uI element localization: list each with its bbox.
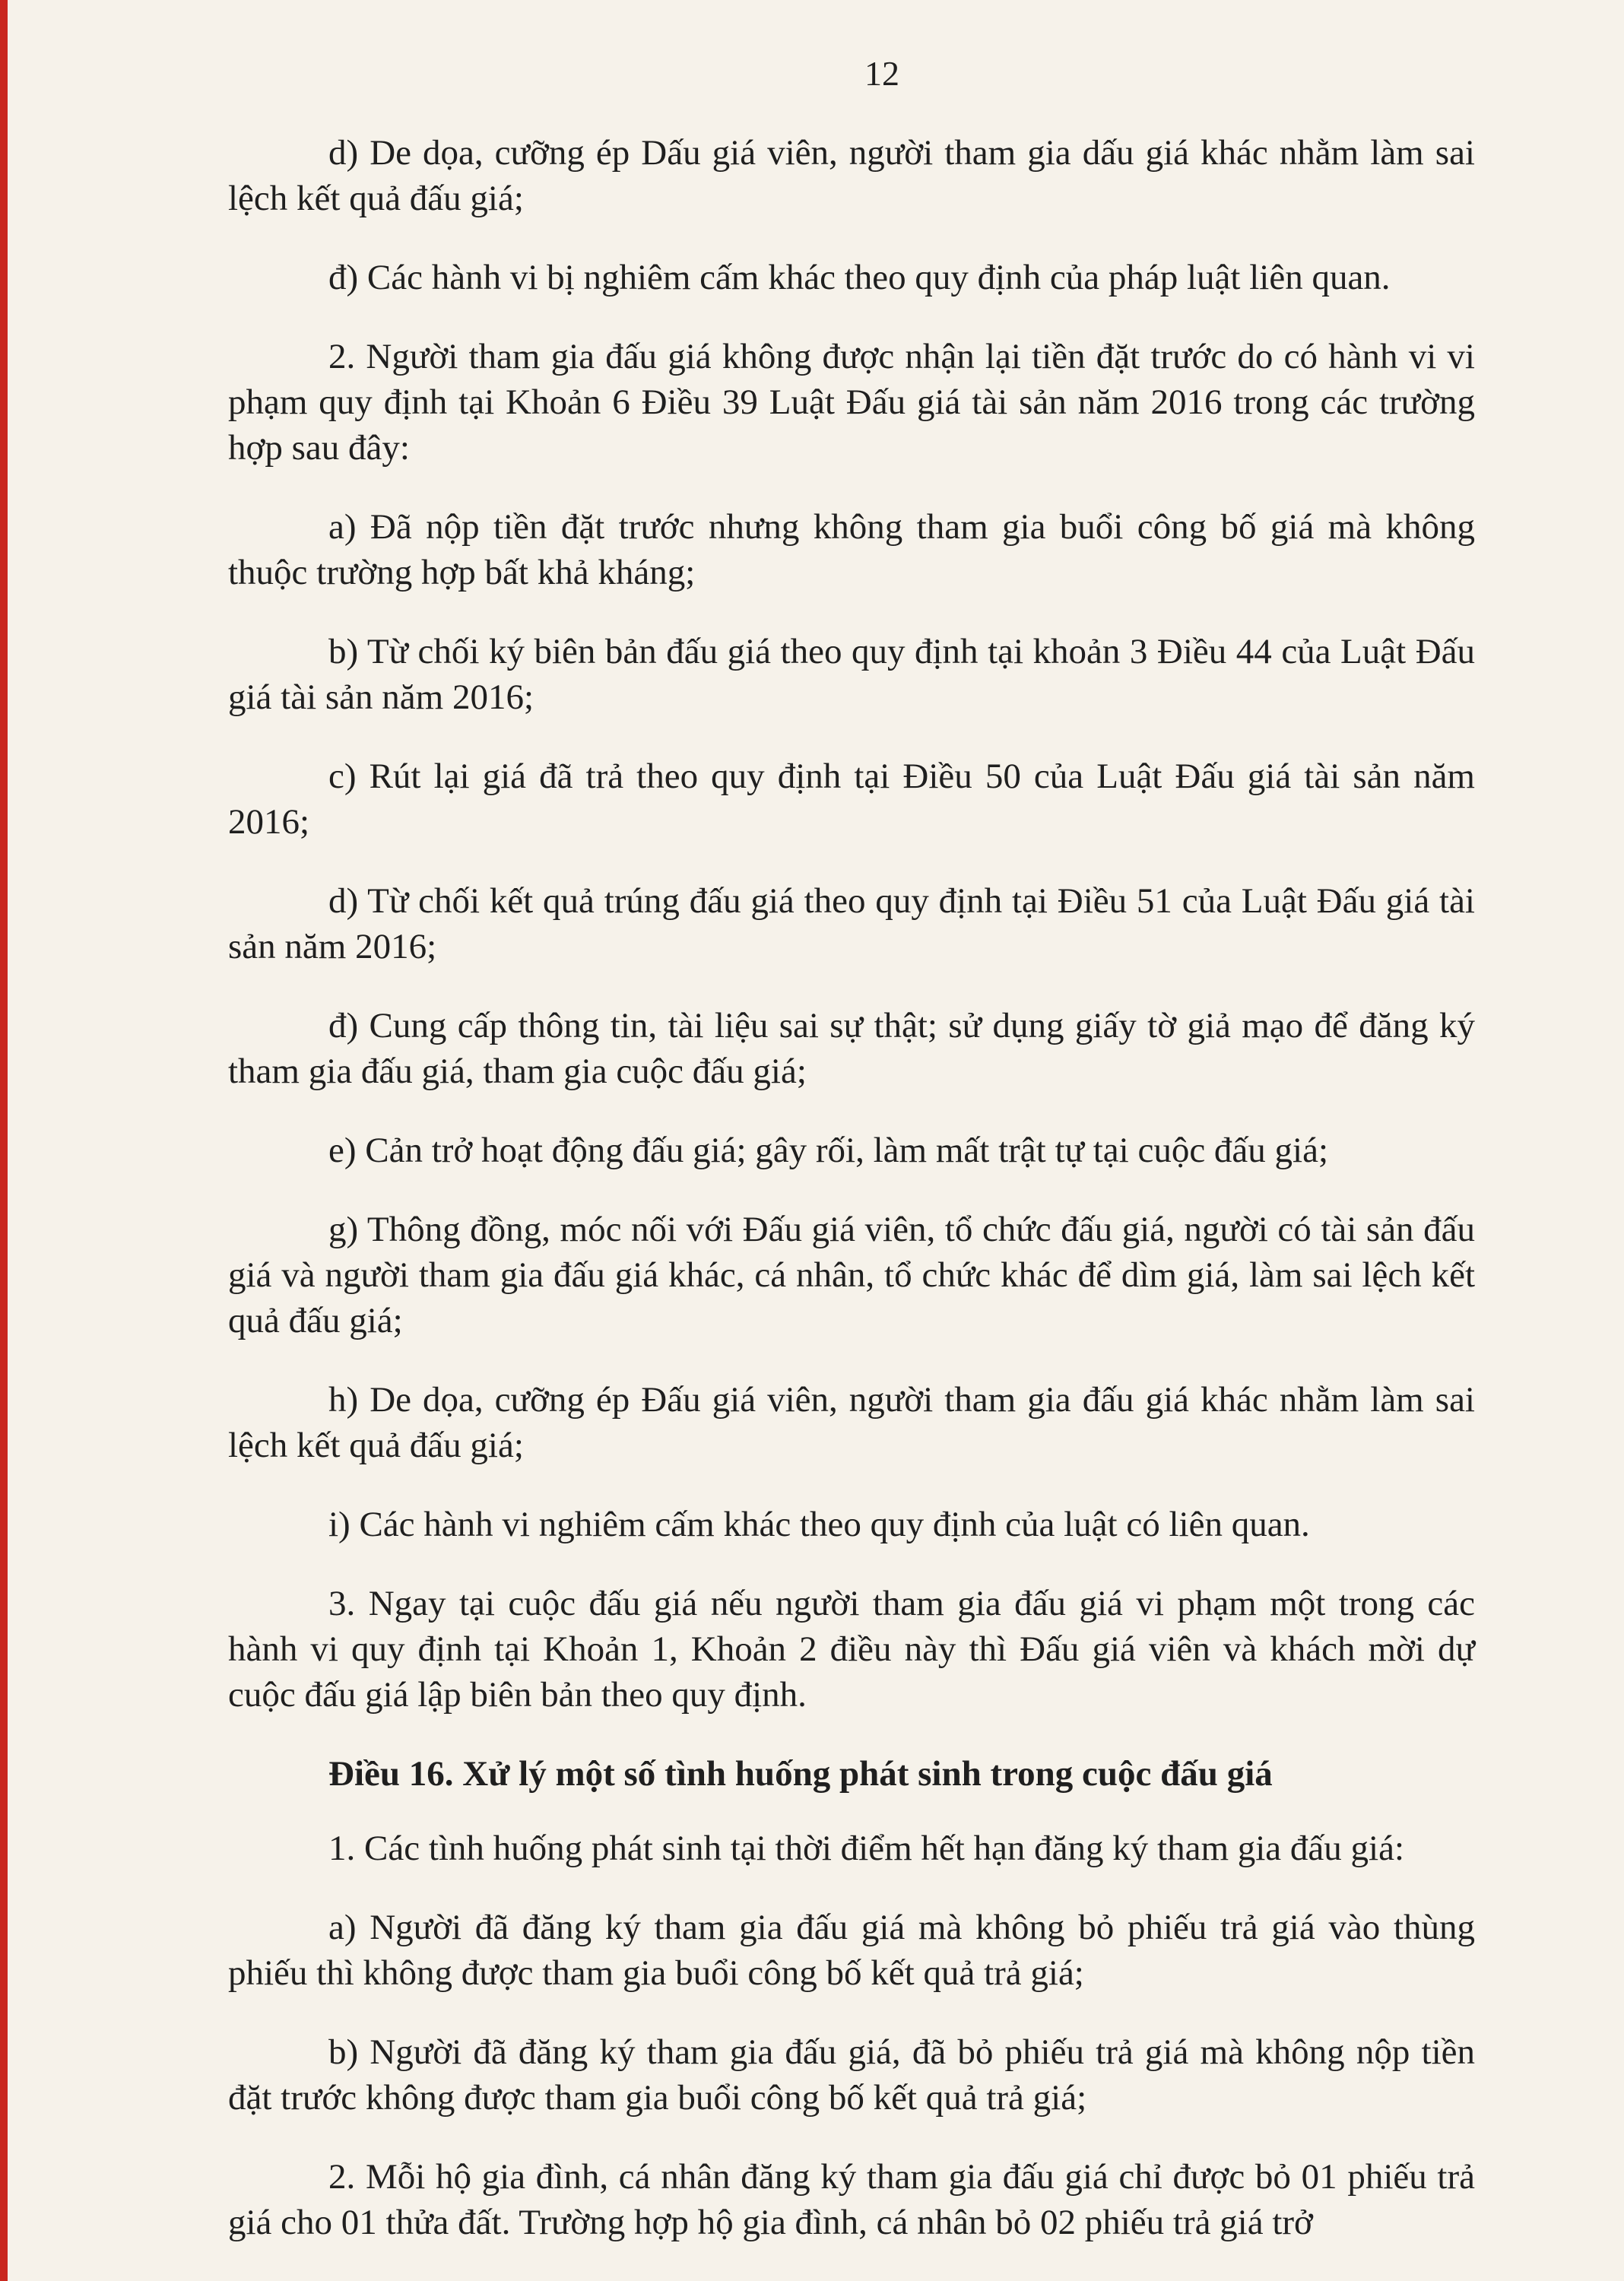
article-16-paragraph-2: 2. Mỗi hộ gia đình, cá nhân đăng ký tham gia đấu giá chỉ được bỏ 01 phiếu trả giá cho 01 thửa đất. Trường hợp hộ gia đình, cá nhân bỏ 02 phiếu trả giá trở [228, 2157, 1475, 2242]
page-number: 12 [864, 54, 899, 93]
article-16-paragraph-1b: b) Người đã đăng ký tham gia đấu giá, đã bỏ phiếu trả giá mà không nộp tiền đặt trước không được tham gia buổi công bố kết quả trả giá; [228, 2032, 1475, 2118]
paragraph-2i: i) Các hành vi nghiêm cấm khác theo quy định của luật có liên quan. [328, 1505, 1310, 1544]
article-16-paragraph-1a: a) Người đã đăng ký tham gia đấu giá mà không bỏ phiếu trả giá vào thùng phiếu thì không được tham gia buổi công bố kết quả trả giá; [228, 1908, 1475, 1993]
paragraph-2h: h) De dọa, cưỡng ép Đấu giá viên, người tham gia đấu giá khác nhằm làm sai lệch kết quả đấu giá; [228, 1380, 1475, 1465]
paragraph-2dd: đ) Cung cấp thông tin, tài liệu sai sự thật; sử dụng giấy tờ giả mạo để đăng ký tham gia đấu giá, tham gia cuộc đấu giá; [228, 1006, 1475, 1091]
document-page [228, 53, 1475, 2279]
paragraph-2e: e) Cản trở hoạt động đấu giá; gây rối, làm mất trật tự tại cuộc đấu giá; [328, 1131, 1329, 1170]
paragraph-2: 2. Người tham gia đấu giá không được nhận lại tiền đặt trước do có hành vi vi phạm quy định tại Khoản 6 Điều 39 Luật Đấu giá tài sản năm 2016 trong các trường hợp sau đây: [228, 337, 1475, 468]
paragraph-2a: a) Đã nộp tiền đặt trước nhưng không tham gia buổi công bố giá mà không thuộc trường hợp bất khả kháng; [228, 507, 1475, 592]
paragraph-1d: d) De dọa, cưỡng ép Dấu giá viên, người tham gia dấu giá khác nhằm làm sai lệch kết quả đấu giá; [228, 133, 1475, 218]
paragraph-2d: d) Từ chối kết quả trúng đấu giá theo quy định tại Điều 51 của Luật Đấu giá tài sản năm 2016; [228, 881, 1475, 966]
paragraph-3: 3. Ngay tại cuộc đấu giá nếu người tham gia đấu giá vi phạm một trong các hành vi quy định tại Khoản 1, Khoản 2 điều này thì Đấu giá viên và khách mời dự cuộc đấu giá lập biên bản theo quy định. [228, 1584, 1475, 1715]
article-16-paragraph-1: 1. Các tình huống phát sinh tại thời điểm hết hạn đăng ký tham gia đấu giá: [328, 1829, 1405, 1868]
paragraph-1dd: đ) Các hành vi bị nghiêm cấm khác theo quy định của pháp luật liên quan. [328, 258, 1391, 297]
article-16-heading: Điều 16. Xử lý một số tình huống phát sinh trong cuộc đấu giá [328, 1754, 1273, 1794]
page-edge-strip [0, 0, 8, 2281]
paragraph-2b: b) Từ chối ký biên bản đấu giá theo quy định tại khoản 3 Điều 44 của Luật Đấu giá tài sản năm 2016; [228, 632, 1475, 717]
paragraph-2g: g) Thông đồng, móc nối với Đấu giá viên, tổ chức đấu giá, người có tài sản đấu giá và người tham gia đấu giá khác, cá nhân, tổ chức khác để dìm giá, làm sai lệch kết quả đấu giá; [228, 1210, 1475, 1340]
paragraph-2c: c) Rút lại giá đã trả theo quy định tại Điều 50 của Luật Đấu giá tài sản năm 2016; [228, 757, 1475, 842]
